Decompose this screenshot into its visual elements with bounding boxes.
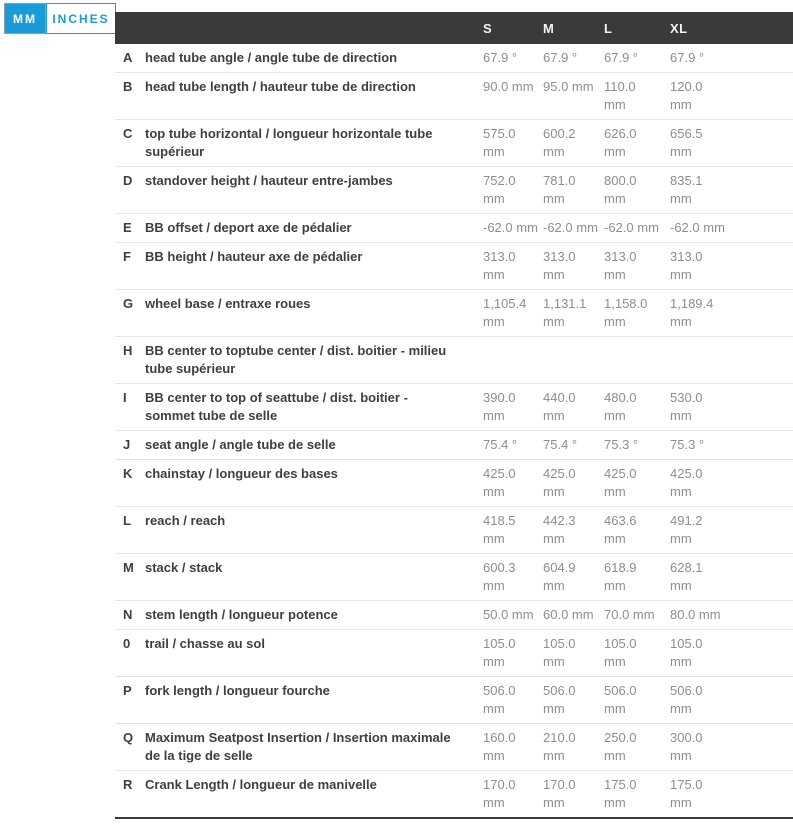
value-s [483,512,543,548]
value-xl [670,78,793,114]
value-text: 313.0 mm [670,249,703,282]
row-label: BB center to top of seattube / dist. boitier - sommet tube de selle [145,390,408,423]
units-toggle [4,3,116,34]
value-m [543,559,604,595]
value-text: 95.0 mm [543,79,594,94]
value-l [604,125,670,161]
value-m [543,682,604,718]
table-row [115,167,793,214]
row-label: head tube length / hauteur tube de direction [145,79,416,94]
value-text: 110.0 mm [604,79,636,112]
row-label: trail / chasse au sol [145,636,265,651]
value-l [604,465,670,501]
value-l [604,172,670,208]
value-xl [670,342,793,378]
value-m [543,172,604,208]
value-text: 80.0 mm [670,607,721,622]
value-m [543,776,604,812]
row-label: standover height / hauteur entre-jambes [145,173,393,188]
table-row [115,554,793,601]
row-letter: E [123,220,132,235]
value-text: 752.0 mm [483,173,516,206]
table-row [115,431,793,460]
value-m [543,295,604,331]
row-label: chainstay / longueur des bases [145,466,338,481]
row-letter: I [123,390,127,405]
row-label: wheel base / entraxe roues [145,296,311,311]
value-text: 75.4 ° [543,437,578,452]
value-text: 506.0 mm [604,683,637,716]
value-m [543,342,604,378]
size-column-header-s: S [483,20,493,36]
value-text: 506.0 mm [483,683,516,716]
row-letter: H [123,343,133,358]
value-text: 90.0 mm [483,79,534,94]
value-s [483,295,543,331]
value-xl [670,219,793,237]
value-text: -62.0 mm [604,220,659,235]
value-xl [670,729,793,765]
value-l [604,559,670,595]
row-letter: P [123,683,132,698]
value-text: 506.0 mm [670,683,703,716]
value-text: 1,131.1 mm [543,296,587,329]
value-s [483,776,543,812]
table-row [115,120,793,167]
value-xl [670,465,793,501]
value-l [604,342,670,378]
size-column-header-m: M [543,20,555,36]
value-text: 480.0 mm [604,390,637,423]
table-row [115,630,793,677]
value-text: 604.9 mm [543,560,576,593]
value-text: 618.9 mm [604,560,637,593]
table-row [115,460,793,507]
value-m [543,512,604,548]
row-letter: Q [123,730,134,745]
value-xl [670,49,793,67]
row-label: head tube angle / angle tube de direction [145,50,398,65]
value-m [543,635,604,671]
table-header [115,12,793,44]
value-text: 175.0 mm [670,777,703,810]
row-label: BB offset / deport axe de pédalier [145,220,352,235]
value-text: 1,158.0 mm [604,296,648,329]
value-text: 67.9 ° [543,50,578,65]
value-l [604,729,670,765]
value-s [483,606,543,624]
row-label: stack / stack [145,560,223,575]
table-row [115,214,793,243]
row-label: Crank Length / longueur de manivelle [145,777,377,792]
value-text: 75.4 ° [483,437,518,452]
table-row [115,384,793,431]
row-letter: C [123,126,133,141]
value-l [604,682,670,718]
value-xl [670,559,793,595]
row-letter: B [123,79,133,94]
table-row [115,771,793,817]
value-text: 463.6 mm [604,513,637,546]
value-text: 425.0 mm [670,466,703,499]
row-letter: N [123,607,133,622]
row-label: fork length / longueur fourche [145,683,330,698]
value-m [543,49,604,67]
value-text: 313.0 mm [604,249,637,282]
value-text: 105.0 mm [604,636,637,669]
row-label: Maximum Seatpost Insertion / Insertion maximale de la tige de selle [145,730,451,763]
value-text: 506.0 mm [543,683,576,716]
value-text: 250.0 mm [604,730,637,763]
value-text: 781.0 mm [543,173,576,206]
value-l [604,512,670,548]
size-column-header-l: L [604,20,613,36]
value-text: 313.0 mm [483,249,516,282]
value-text: 75.3 ° [604,437,639,452]
mm-button[interactable]: MM [4,3,46,34]
value-text: 313.0 mm [543,249,576,282]
value-m [543,219,604,237]
value-s [483,172,543,208]
row-letter: 0 [123,636,131,651]
value-text: 105.0 mm [543,636,576,669]
value-xl [670,776,793,812]
value-l [604,436,670,454]
table-row [115,290,793,337]
value-s [483,729,543,765]
value-l [604,248,670,284]
row-letter: G [123,296,134,311]
value-text: 300.0 mm [670,730,703,763]
value-text: 425.0 mm [543,466,576,499]
value-l [604,389,670,425]
table-row [115,337,793,384]
value-text: -62.0 mm [483,220,538,235]
value-m [543,436,604,454]
value-text: 67.9 ° [483,50,518,65]
value-xl [670,682,793,718]
value-text: 170.0 mm [483,777,516,810]
value-xl [670,125,793,161]
value-xl [670,635,793,671]
row-letter: L [123,513,131,528]
table-row [115,44,793,73]
value-text: 120.0 mm [670,79,703,112]
value-s [483,635,543,671]
row-letter: M [123,560,134,575]
value-text: 210.0 mm [543,730,576,763]
row-letter: A [123,50,133,65]
value-m [543,248,604,284]
value-text: 75.3 ° [670,437,705,452]
value-l [604,78,670,114]
value-s [483,389,543,425]
value-text: 160.0 mm [483,730,516,763]
table-row [115,601,793,630]
value-xl [670,389,793,425]
value-text: 835.1 mm [670,173,703,206]
size-column-header-xl: XL [670,20,688,36]
value-s [483,125,543,161]
value-xl [670,248,793,284]
value-s [483,682,543,718]
value-text: 390.0 mm [483,390,516,423]
value-s [483,49,543,67]
value-text: 175.0 mm [604,777,637,810]
value-xl [670,606,793,624]
value-s [483,465,543,501]
row-label: BB height / hauteur axe de pédalier [145,249,363,264]
value-l [604,49,670,67]
row-letter: R [123,777,133,792]
value-text: 600.2 mm [543,126,576,159]
value-m [543,78,604,114]
value-l [604,635,670,671]
value-text: 626.0 mm [604,126,637,159]
value-text: 1,105.4 mm [483,296,527,329]
value-text: 67.9 ° [604,50,639,65]
value-l [604,219,670,237]
value-text: 418.5 mm [483,513,516,546]
row-letter: F [123,249,131,264]
value-text: 425.0 mm [483,466,516,499]
table-row [115,724,793,771]
row-letter: K [123,466,133,481]
value-l [604,776,670,812]
row-letter: J [123,437,131,452]
value-s [483,436,543,454]
geometry-table [115,12,793,819]
value-l [604,606,670,624]
value-text: 105.0 mm [670,636,703,669]
value-text: 628.1 mm [670,560,703,593]
value-text: 442.3 mm [543,513,576,546]
table-row [115,677,793,724]
row-label: seat angle / angle tube de selle [145,437,336,452]
value-text: 1,189.4 mm [670,296,714,329]
value-text: 656.5 mm [670,126,703,159]
value-text: 575.0 mm [483,126,516,159]
value-m [543,606,604,624]
row-label: top tube horizontal / longueur horizontale tube supérieur [145,126,433,159]
value-m [543,465,604,501]
value-text: 70.0 mm [604,607,655,622]
value-xl [670,436,793,454]
value-m [543,125,604,161]
value-text: -62.0 mm [543,220,598,235]
value-text: -62.0 mm [670,220,725,235]
value-text: 491.2 mm [670,513,703,546]
row-label: stem length / longueur potence [145,607,338,622]
row-letter: D [123,173,133,188]
value-text: 440.0 mm [543,390,576,423]
geometry-table-body [115,44,793,817]
value-xl [670,512,793,548]
value-text: 800.0 mm [604,173,637,206]
value-s [483,559,543,595]
value-xl [670,295,793,331]
value-text: 600.3 mm [483,560,516,593]
value-text: 105.0 mm [483,636,516,669]
value-m [543,729,604,765]
value-text: 170.0 mm [543,777,576,810]
value-text: 425.0 mm [604,466,637,499]
value-s [483,248,543,284]
value-text: 530.0 mm [670,390,703,423]
value-s [483,78,543,114]
value-text: 50.0 mm [483,607,534,622]
value-m [543,389,604,425]
value-text: 67.9 ° [670,50,705,65]
table-row [115,73,793,120]
value-s [483,342,543,378]
value-l [604,295,670,331]
row-label: BB center to toptube center / dist. boitier - milieu tube supérieur [145,343,447,376]
table-row [115,507,793,554]
value-text: 60.0 mm [543,607,594,622]
table-row [115,243,793,290]
value-xl [670,172,793,208]
inches-button[interactable]: INCHES [46,3,116,34]
row-label: reach / reach [145,513,226,528]
value-s [483,219,543,237]
